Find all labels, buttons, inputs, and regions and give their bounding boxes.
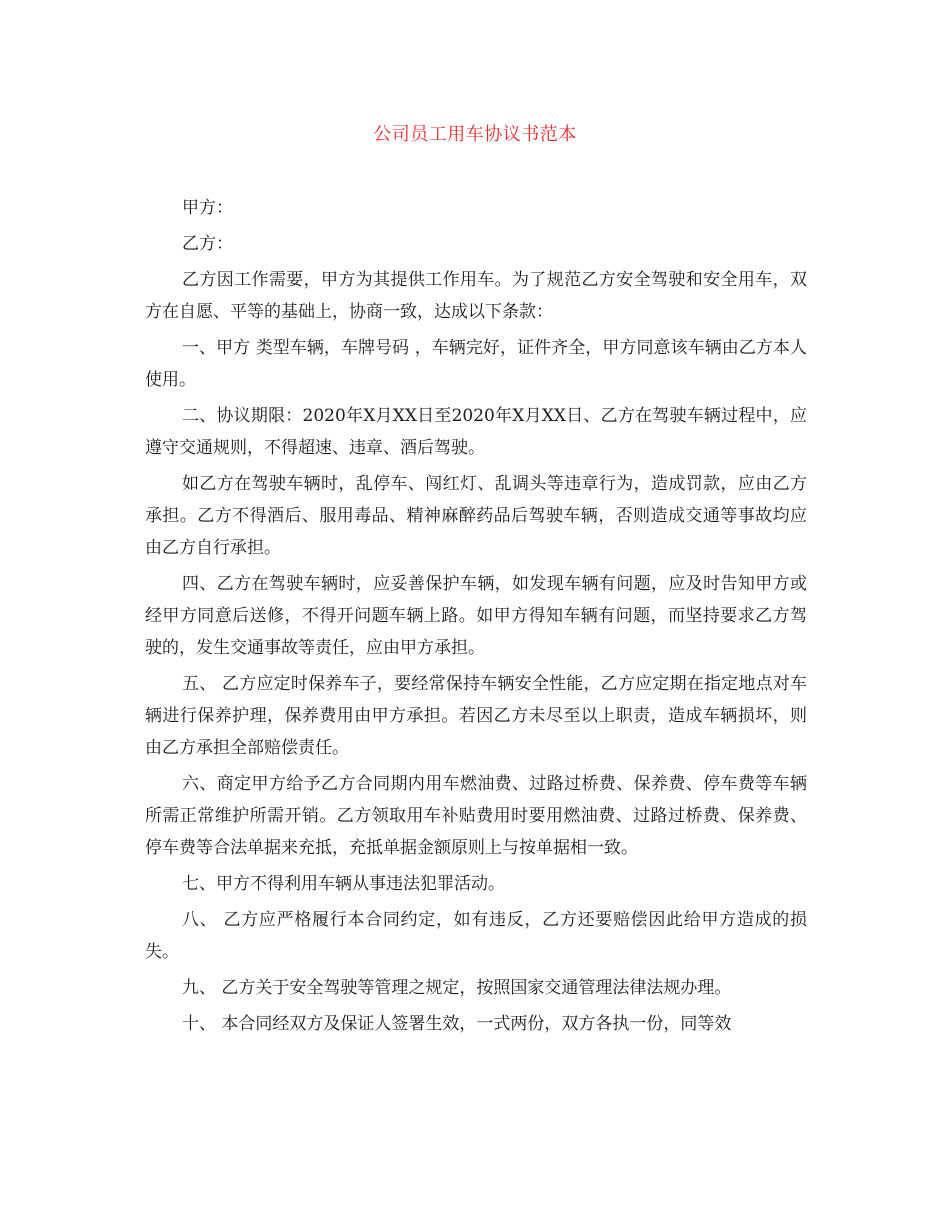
clause-3: 如乙方在驾驶车辆时，乱停车、闯红灯、乱调头等违章行为，造成罚款，应由乙方承担。乙方不得酒后、服用毒品、精神麻醉药品后驾驶车辆，否则造成交通等事故均应由乙方自行承担。 (145, 474, 807, 558)
clause-9: 九、 乙方关于安全驾驶等管理之规定，按照国家交通管理法律法规办理。 (182, 978, 732, 998)
clause-10: 十、 本合同经双方及保证人签署生效，一式两份，双方各执一份，同等效 (182, 1014, 732, 1034)
clause-7: 七、甲方不得利用车辆从事违法犯罪活动。 (182, 874, 505, 894)
preamble-paragraph: 乙方因工作需要，甲方为其提供工作用车。为了规范乙方安全驾驶和安全用车，双方在自愿、平等的基础上，协商一致，达成以下条款： (145, 270, 807, 322)
clause-8: 八、 乙方应严格履行本合同约定，如有违反，乙方还要赔偿因此给甲方造成的损失。 (145, 910, 807, 962)
clause-1: 一、甲方 类型车辆，车牌号码 ，车辆完好，证件齐全，甲方同意该车辆由乙方本人使用。 (145, 338, 807, 390)
party-a-line: 甲方： (182, 198, 233, 218)
clause-4: 四、乙方在驾驶车辆时，应妥善保护车辆，如发现车辆有问题，应及时告知甲方或经甲方同意后送修，不得开问题车辆上路。如甲方得知车辆有问题，而坚持要求乙方驾驶的，发生交通事故等责任，应由甲方承担。 (145, 574, 807, 658)
document-title: 公司员工用车协议书范本 (373, 124, 577, 145)
party-b-line: 乙方： (182, 234, 233, 254)
document-body (145, 192, 807, 1044)
clause-2: 二、协议期限：2020年X月XX日至2020年X月XX日、乙方在驾驶车辆过程中，应遵守交通规则，不得超速、违章、酒后驾驶。 (145, 406, 807, 458)
clause-5: 五、 乙方应定时保养车子，要经常保持车辆安全性能，乙方应定期在指定地点对车辆进行保养护理，保养费用由甲方承担。若因乙方未尽至以上职责，造成车辆损坏，则由乙方承担全部赔偿责任。 (145, 674, 807, 758)
clause-6: 六、商定甲方给予乙方合同期内用车燃油费、过路过桥费、保养费、停车费等车辆所需正常维护所需开销。乙方领取用车补贴费用时要用燃油费、过路过桥费、保养费、停车费等合法单据来充抵，充抵单据金额原则上与按单据相一致。 (145, 774, 807, 858)
